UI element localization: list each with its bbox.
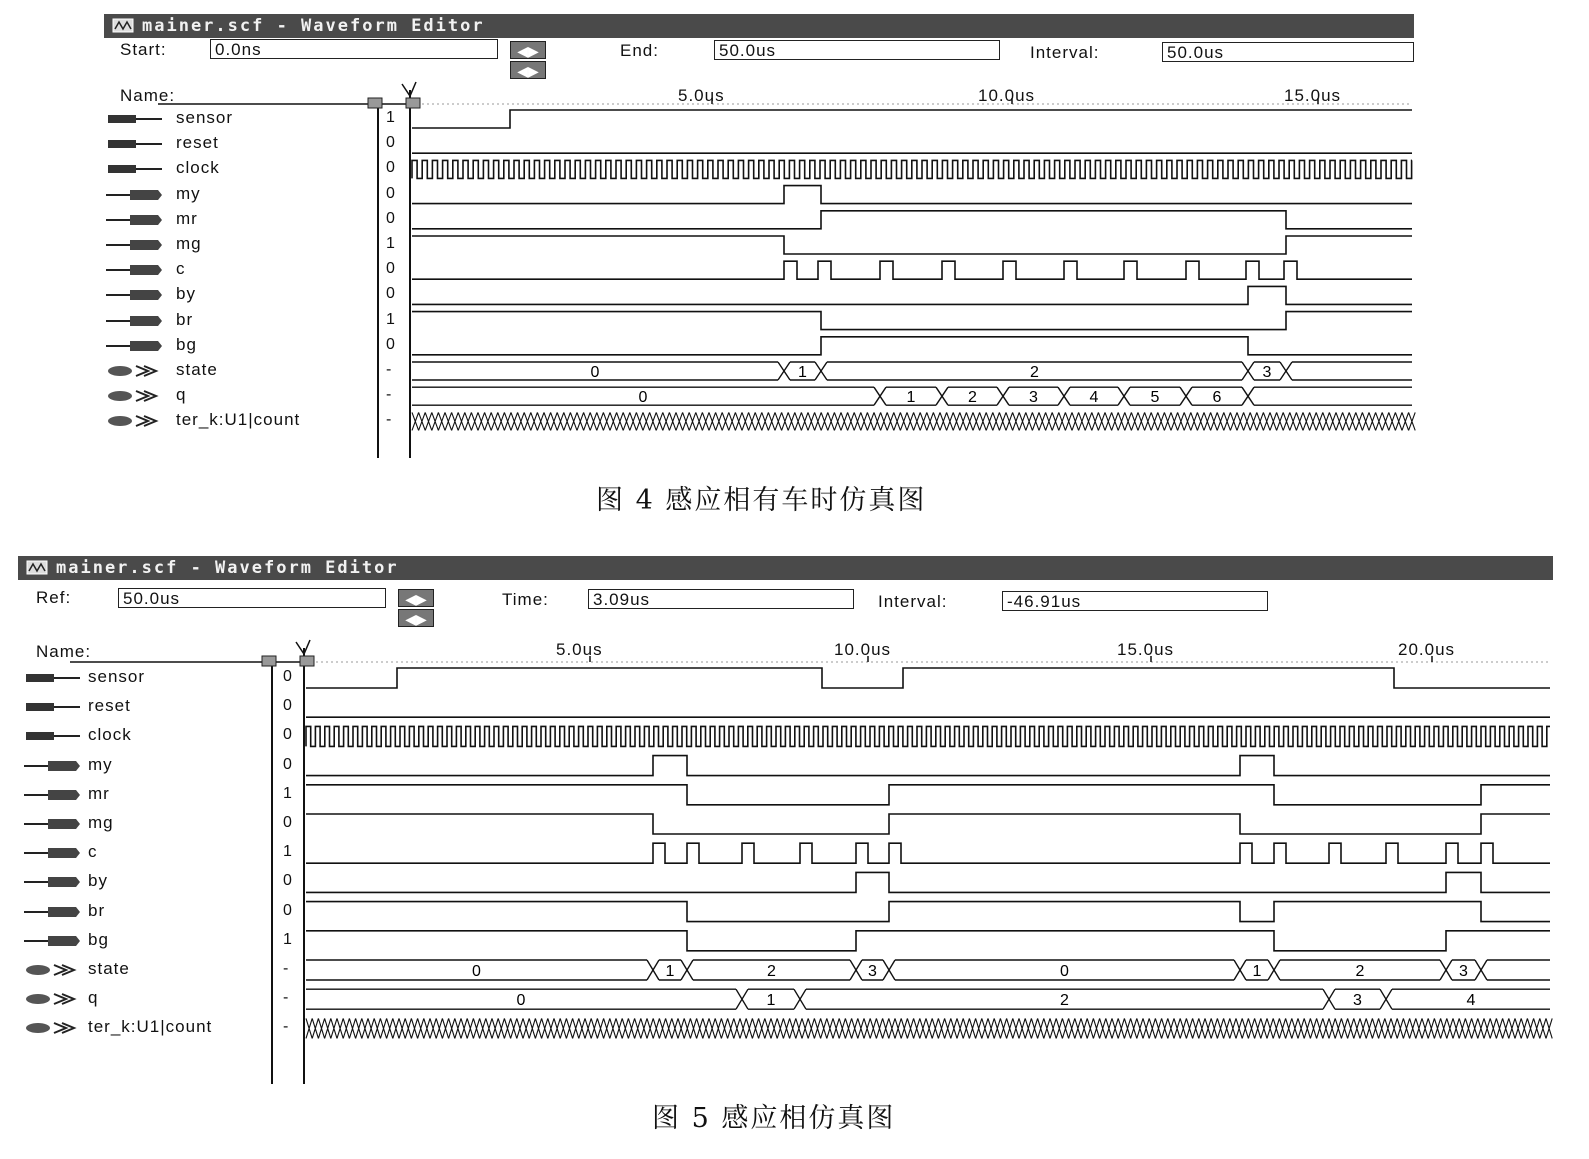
q-value: 2 bbox=[1060, 992, 1069, 1010]
signal-value: - bbox=[283, 960, 289, 977]
end-time-field[interactable]: 50.0us bbox=[714, 40, 1000, 60]
signal-value: 1 bbox=[386, 109, 395, 126]
signal-value: 0 bbox=[283, 697, 292, 715]
state-value: 0 bbox=[1060, 963, 1069, 980]
clock-waveform bbox=[306, 726, 1550, 746]
signal-value: 1 bbox=[283, 784, 292, 802]
q-value: 1 bbox=[766, 992, 776, 1010]
signal-value: - bbox=[283, 989, 289, 1007]
q-value: 0 bbox=[638, 389, 648, 407]
signal-name-q[interactable]: q bbox=[88, 988, 99, 1008]
q-value: 6 bbox=[1212, 389, 1222, 407]
mr-waveform bbox=[306, 785, 1550, 805]
signal-name-bg[interactable]: bg bbox=[176, 334, 197, 354]
signal-value: 0 bbox=[386, 260, 395, 278]
state-value: 1 bbox=[1252, 963, 1262, 980]
count-waveform bbox=[306, 1018, 1552, 1038]
step-left-arrow-icon[interactable]: ◀▶ bbox=[398, 589, 434, 607]
signal-name-br[interactable]: br bbox=[176, 309, 194, 329]
q-value: 4 bbox=[1089, 389, 1099, 407]
start-time-field[interactable]: 0.0ns bbox=[210, 39, 498, 59]
signal-value: 0 bbox=[386, 209, 395, 227]
signal-value: 0 bbox=[283, 901, 292, 919]
state-value: 2 bbox=[1030, 364, 1039, 381]
step-right-arrow-icon[interactable]: ◀▶ bbox=[398, 609, 434, 627]
signal-name-by[interactable]: by bbox=[88, 871, 108, 891]
figure-caption-4: 图 4 感应相有车时仿真图 bbox=[596, 485, 927, 516]
signal-name-reset[interactable]: reset bbox=[176, 133, 219, 153]
br-waveform bbox=[306, 902, 1550, 922]
signal-name-sensor[interactable]: sensor bbox=[176, 108, 234, 127]
interval-field[interactable]: -46.91us bbox=[1002, 591, 1268, 611]
signal-value: 0 bbox=[386, 134, 395, 152]
state-value: 1 bbox=[798, 364, 807, 381]
state-value: 3 bbox=[868, 963, 877, 980]
signal-value: - bbox=[386, 361, 392, 378]
signal-name-reset[interactable]: reset bbox=[88, 696, 131, 716]
signal-name-my[interactable]: my bbox=[88, 754, 113, 774]
signal-name-mg[interactable]: mg bbox=[88, 813, 114, 832]
signal-value: - bbox=[386, 386, 392, 404]
signal-name-mr[interactable]: mr bbox=[176, 208, 198, 228]
signal-name-sensor[interactable]: sensor bbox=[88, 667, 146, 686]
q-value: 3 bbox=[1353, 992, 1362, 1010]
my-waveform bbox=[306, 756, 1550, 776]
bg-waveform bbox=[306, 931, 1550, 951]
signal-value: 0 bbox=[386, 285, 395, 303]
figure-caption-5: 图 5 感应相仿真图 bbox=[652, 1103, 896, 1134]
c-waveform bbox=[306, 843, 1550, 863]
time-tick-label: 5.0us bbox=[678, 86, 725, 105]
time-tick-label: 15.0us bbox=[1117, 640, 1175, 659]
window-title: mainer.scf - Waveform Editor bbox=[56, 558, 399, 578]
signal-name-mg[interactable]: mg bbox=[176, 234, 202, 253]
window-title: mainer.scf - Waveform Editor bbox=[142, 16, 485, 36]
signal-name-bg[interactable]: bg bbox=[88, 929, 109, 949]
signal-value: 0 bbox=[283, 755, 292, 773]
signal-name-ter-k-U1-count[interactable]: ter_k:U1|count bbox=[88, 1017, 213, 1037]
time-tick-label: 15.0us bbox=[1284, 86, 1342, 105]
signal-value: 1 bbox=[386, 310, 395, 328]
state-value: 3 bbox=[1459, 963, 1468, 980]
state-value: 0 bbox=[590, 364, 600, 381]
state-value: 1 bbox=[665, 963, 675, 980]
name-column-header: Name: bbox=[120, 86, 176, 105]
by-waveform bbox=[306, 872, 1550, 892]
signal-value: 1 bbox=[283, 843, 292, 861]
cursor-marker-icon[interactable] bbox=[296, 640, 310, 654]
signal-name-by[interactable]: by bbox=[176, 284, 196, 304]
signal-name-ter-k-U1-count[interactable]: ter_k:U1|count bbox=[176, 410, 301, 430]
q-value: 1 bbox=[906, 389, 916, 407]
splitter-handle-icon[interactable] bbox=[262, 656, 276, 666]
ref-time-field[interactable]: 50.0us bbox=[118, 588, 386, 608]
sensor-waveform bbox=[306, 668, 1550, 688]
signal-value: 1 bbox=[283, 930, 292, 948]
end-label: End: bbox=[620, 41, 659, 60]
signal-value: 0 bbox=[386, 184, 395, 202]
interval-field[interactable]: 50.0us bbox=[1162, 42, 1414, 62]
signal-name-c[interactable]: c bbox=[176, 259, 186, 279]
signal-value: 1 bbox=[386, 235, 395, 252]
time-tick-label: 10.0us bbox=[978, 86, 1036, 105]
q-value: 2 bbox=[968, 389, 977, 407]
state-value: 2 bbox=[1355, 963, 1365, 980]
signal-name-c[interactable]: c bbox=[88, 842, 98, 862]
signal-name-my[interactable]: my bbox=[176, 183, 201, 203]
step-left-arrow-icon[interactable]: ◀▶ bbox=[510, 41, 546, 59]
signal-name-state[interactable]: state bbox=[176, 360, 218, 379]
signal-name-clock[interactable]: clock bbox=[176, 158, 220, 178]
start-label: Start: bbox=[120, 40, 167, 59]
signal-value: - bbox=[386, 411, 392, 429]
q-bus bbox=[306, 989, 1550, 1009]
signal-value: 0 bbox=[283, 668, 292, 685]
mg-waveform bbox=[306, 814, 1550, 834]
signal-name-br[interactable]: br bbox=[88, 900, 106, 920]
signal-name-state[interactable]: state bbox=[88, 959, 130, 978]
signal-value: 0 bbox=[283, 726, 292, 744]
cursor-time-field[interactable]: 3.09us bbox=[588, 589, 854, 609]
time-tick-label: 10.0us bbox=[834, 640, 892, 659]
signal-name-mr[interactable]: mr bbox=[88, 783, 110, 803]
signal-value: 0 bbox=[283, 872, 292, 890]
step-right-arrow-icon[interactable]: ◀▶ bbox=[510, 61, 546, 79]
signal-name-q[interactable]: q bbox=[176, 385, 187, 405]
q-value: 4 bbox=[1466, 992, 1476, 1010]
signal-name-clock[interactable]: clock bbox=[88, 725, 132, 745]
ref-label: Ref: bbox=[36, 588, 72, 607]
interval-label: Interval: bbox=[878, 592, 948, 611]
signal-value: 0 bbox=[386, 159, 395, 177]
time-tick-label: 20.0us bbox=[1398, 640, 1456, 659]
interval-label: Interval: bbox=[1030, 43, 1100, 62]
state-value: 2 bbox=[767, 963, 776, 980]
time-label: Time: bbox=[502, 590, 549, 609]
signal-value: 0 bbox=[283, 814, 292, 831]
q-value: 5 bbox=[1150, 389, 1160, 407]
state-bus bbox=[306, 960, 1550, 980]
name-column-header: Name: bbox=[36, 642, 92, 661]
q-value: 3 bbox=[1029, 389, 1038, 407]
time-tick-label: 5.0us bbox=[556, 640, 603, 659]
signal-value: - bbox=[283, 1018, 289, 1036]
state-value: 0 bbox=[472, 963, 481, 980]
state-value: 3 bbox=[1262, 364, 1272, 381]
signal-value: 0 bbox=[386, 335, 395, 353]
splitter-handle-icon[interactable] bbox=[300, 656, 314, 666]
q-value: 0 bbox=[516, 992, 526, 1010]
